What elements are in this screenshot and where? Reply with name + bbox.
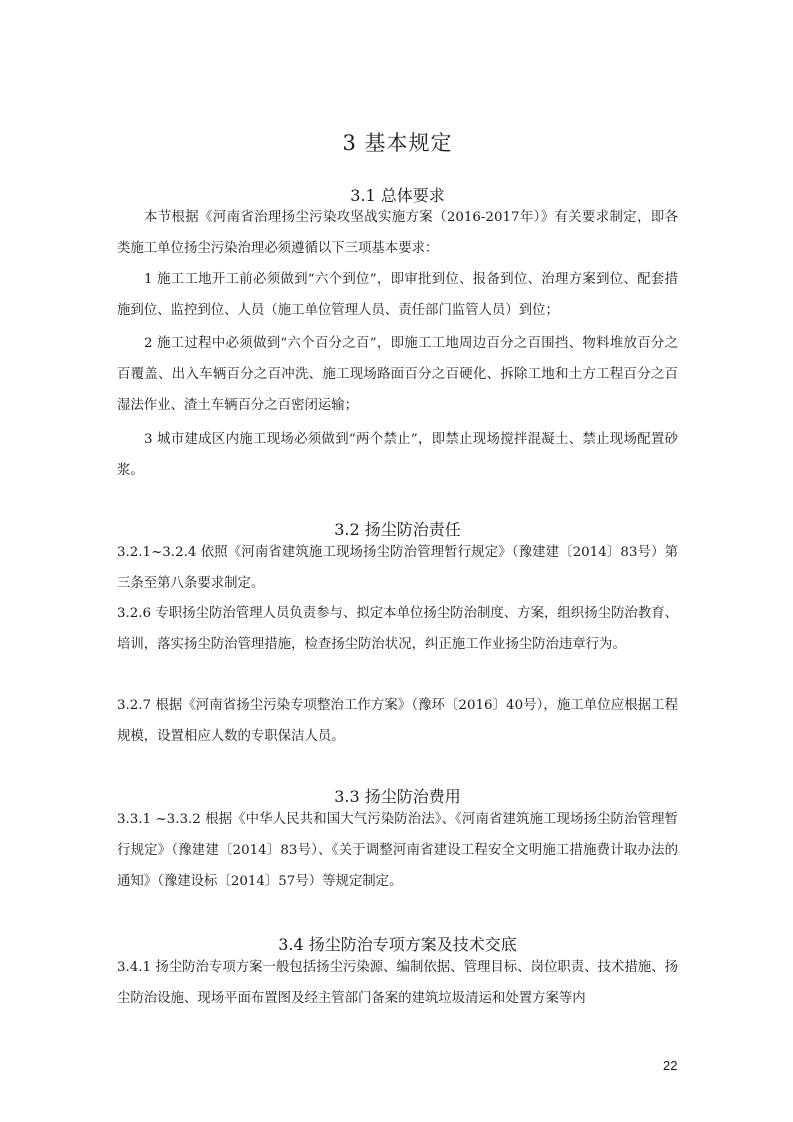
paragraph-3-2-1: 3.2.1~3.2.4 依照《河南省建筑施工现场扬尘防治管理暂行规定》（豫建建〔2014〕83号）第三条至第八条要求制定。 <box>117 545 678 591</box>
paragraph-3-1-item-2: 2 施工过程中必须做到“六个百分之百”，即施工工地周边百分之百围挡、物料堆放百分之百覆盖、出入车辆百分之百冲洗、施工现场路面百分之百硬化、拆除工地和土方工程百分之百湿法作业、渣土车辆百分之百密闭运输； <box>117 336 678 413</box>
section-title-3-3: 3.3 扬尘防治费用 <box>334 787 461 806</box>
page-number: 22 <box>663 1058 678 1073</box>
chapter-title: 3 基本规定 <box>342 131 453 155</box>
paragraph-3-1-item-3: 3 城市建成区内施工现场必须做到“两个禁止”，即禁止现场搅拌混凝土、禁止现场配置砂浆。 <box>117 432 678 478</box>
paragraph-3-1-item-1: 1 施工工地开工前必须做到“六个到位”，即审批到位、报备到位、治理方案到位、配套措施到位、监控到位、人员（施工单位管理人员、责任部门监管人员）到位； <box>117 272 678 318</box>
section-title-3-4: 3.4 扬尘防治专项方案及技术交底 <box>278 935 517 954</box>
paragraph-3-2-7: 3.2.7 根据《河南省扬尘污染专项整治工作方案》（豫环〔2016〕40号），施工单位应根据工程规模，设置相应人数的专职保洁人员。 <box>117 698 678 744</box>
section-title-3-2: 3.2 扬尘防治责任 <box>334 520 461 539</box>
section-title-3-1: 3.1 总体要求 <box>350 186 445 205</box>
paragraph-3-4-1: 3.4.1 扬尘防治专项方案一般包括扬尘污染源、编制依据、管理目标、岗位职责、技术措施、扬尘防治设施、现场平面布置图及经主管部门备案的建筑垃圾清运和处置方案等内 <box>117 960 678 1006</box>
paragraph-3-1-intro: 本节根据《河南省治理扬尘污染攻坚战实施方案（2016-2017年）》有关要求制定，即各类施工单位扬尘污染治理必须遵循以下三项基本要求： <box>117 210 678 256</box>
paragraph-3-2-6: 3.2.6 专职扬尘防治管理人员负责参与、拟定本单位扬尘防治制度、方案，组织扬尘防治教育、培训，落实扬尘防治管理措施，检查扬尘防治状况，纠正施工作业扬尘防治违章行为。 <box>117 606 678 652</box>
paragraph-3-3-1: 3.3.1 ~3.3.2 根据《中华人民共和国大气污染防治法》、《河南省建筑施工现场扬尘防治管理暂行规定》（豫建建〔2014〕83号）、《关于调整河南省建设工程安全文明施工措施费计取办法的通知》（豫建设标〔2014〕57号）等规定制定。 <box>117 812 678 889</box>
